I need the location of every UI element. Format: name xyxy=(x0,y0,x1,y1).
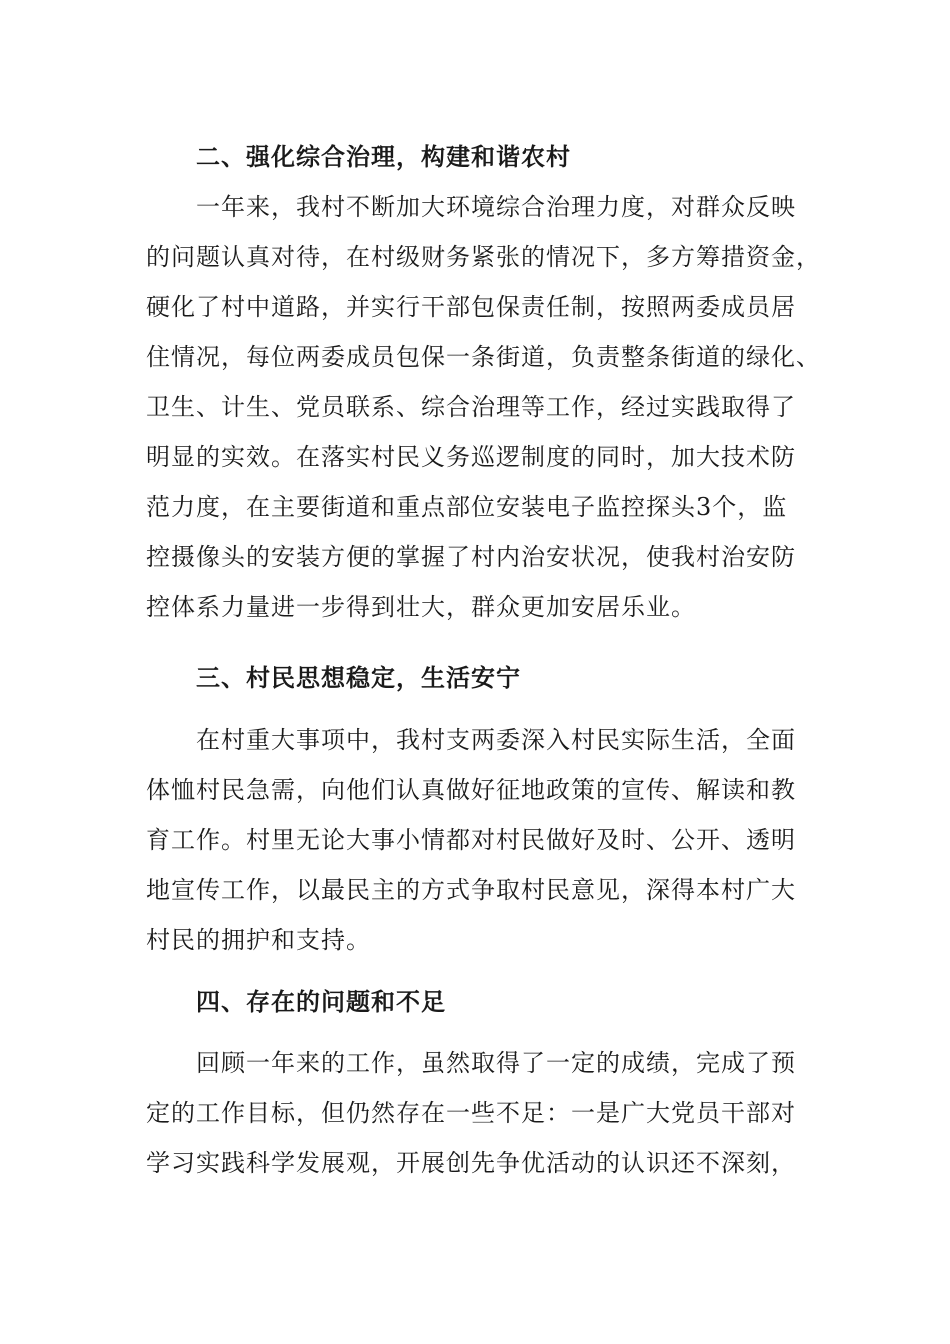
paragraph-line: 住情况，每位两委成员包保一条街道，负责整条街道的绿化、 xyxy=(146,343,821,371)
paragraph-line: 的问题认真对待，在村级财务紧张的情况下，多方筹措资金， xyxy=(146,243,821,271)
paragraph-line: 范力度，在主要街道和重点部位安装电子监控探头3个，监 xyxy=(146,493,788,521)
paragraph-line: 控体系力量进一步得到壮大，群众更加安居乐业。 xyxy=(146,593,696,621)
paragraph-line: 卫生、计生、党员联系、综合治理等工作，经过实践取得了 xyxy=(146,393,796,421)
paragraph-line: 体恤村民急需，向他们认真做好征地政策的宣传、解读和教 xyxy=(146,776,796,804)
paragraph-line: 育工作。村里无论大事小情都对村民做好及时、公开、透明 xyxy=(146,826,796,854)
paragraph-line: 明显的实效。在落实村民义务巡逻制度的同时，加大技术防 xyxy=(146,443,796,471)
paragraph-line: 硬化了村中道路，并实行干部包保责任制，按照两委成员居 xyxy=(146,293,796,321)
section-heading-4: 四、存在的问题和不足 xyxy=(196,988,446,1016)
section-heading-3: 三、村民思想稳定，生活安宁 xyxy=(196,664,521,692)
paragraph-line: 在村重大事项中，我村支两委深入村民实际生活，全面 xyxy=(196,726,796,754)
paragraph-line: 一年来，我村不断加大环境综合治理力度，对群众反映 xyxy=(196,193,796,221)
paragraph-line: 地宣传工作，以最民主的方式争取村民意见，深得本村广大 xyxy=(146,876,796,904)
paragraph-line: 定的工作目标，但仍然存在一些不足：一是广大党员干部对 xyxy=(146,1099,796,1127)
paragraph-line: 回顾一年来的工作，虽然取得了一定的成绩，完成了预 xyxy=(196,1049,796,1077)
section-heading-2: 二、强化综合治理，构建和谐农村 xyxy=(196,143,571,171)
paragraph-line: 控摄像头的安装方便的掌握了村内治安状况，使我村治安防 xyxy=(146,543,796,571)
paragraph-line: 学习实践科学发展观，开展创先争优活动的认识还不深刻， xyxy=(146,1149,796,1177)
paragraph-line: 村民的拥护和支持。 xyxy=(146,926,371,954)
